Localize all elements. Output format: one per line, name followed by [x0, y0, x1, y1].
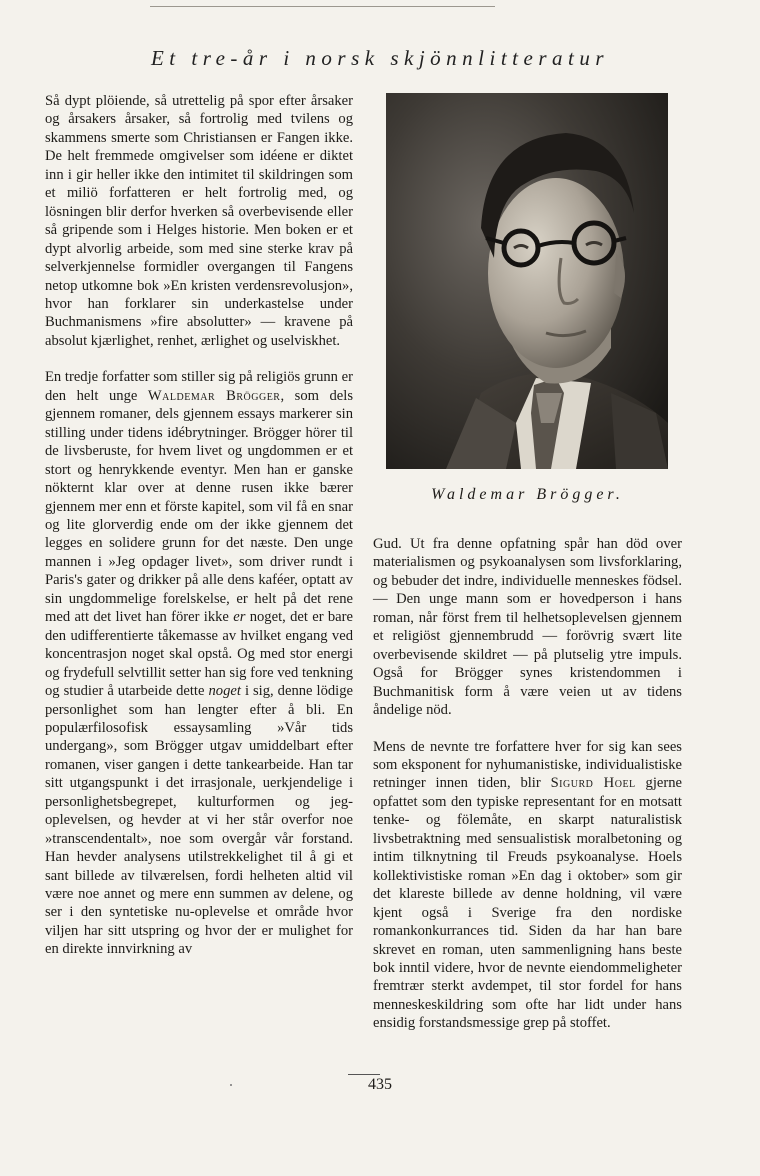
left-p2-middle: noget, det er bare den udifferentierte tåkemasse av hvilket engang ved koncentrasjon noget skal opstå. Og med stor energi og frydefull selvtillit setter han sig fore ved tenkning og studier å utarbeide dette	[45, 609, 354, 700]
left-p2-body: , som dels gjennem romaner, dels gjennem essays markerer sin stilling under tidens idébrytninger. Brögger hörer til de livsberuste, for hvem livet og ungdommen er et stort og henrykkende eventyr. Men han er ganske nökternt klar over at denne rusen ikke bærer gjennem mer enn et förste kapitel, som vil få en snar og lite glorverdig ende om der ikke gjennem det legges en solidere grunn for det næste. Den unge mannen i »Jeg opdager livet», som driver rundt i Paris's gater og drikker på alle dens kaféer, optatt av sin ungdommelige forelskelse, er helt på det rene med att det livet han förer ikke	[45, 387, 354, 626]
right-p2-intro: Mens de nevnte tre forfattere hver for sig kan sees som eksponent for nyhumanistiske, individualistiske retninger innen tiden, blir	[373, 738, 682, 792]
author-portrait-photo	[386, 93, 668, 469]
left-paragraph-2	[45, 368, 353, 959]
left-text-column	[45, 92, 353, 959]
left-paragraph-1: Så dypt plöiende, så utrettelig på spor efter årsaker og årsakers årsaker, så fortrolig med tvilens og skammens smerte som Christiansen er Fangen ikke. De helt fremmede omgivelser som idéene er diktet inn i gir heller ikke den intimitet til skildringen som et miliö forfatteren er helt fortrolig med, og lösningen blir derfor hverken så overbevisende eller så gripende som i Helges historie. Men boken er et dypt alvorlig arbeide, som med sine sterke krav på selverkjennelse formidler overgangen til Fangens netop utkomne bok »En kristen verdensrevolusjon», hvor han forklarer sin underkastelse under Buchmanismens »fire absolutter» — kravene på absolut kjærlighet, renhet, ærlighet og uselviskhet.	[45, 93, 353, 349]
right-paragraph-1: Gud. Ut fra denne opfatning spår han död over materialismen og psykoanalysen som livsforklaring, og bebuder det indre, individuelle menneskes födsel. — Den unge mann som er hovedperson i hans roman, når först frem til helhetsoplevelsen gjennem et religiöst gjennembrudd — forövrig svært lite overbevisende skildret — på plutselig ytre impuls. Også for Brögger synes kristendommen i Buchmanitisk form å være veien ut av tidens åndelige nöd.	[373, 536, 682, 719]
right-paragraph-2	[373, 738, 682, 1033]
portrait-illustration	[386, 93, 668, 469]
page-number: 435	[368, 1076, 392, 1093]
author-name-hoel: Sigurd Hoel	[550, 775, 636, 792]
photo-caption: Waldemar Brögger.	[431, 486, 624, 503]
author-name-brogger: Waldemar Brögger	[147, 387, 281, 404]
top-edge-rule	[150, 6, 495, 7]
right-p2-body: gjerne opfattet som den typiske representant for en motsatt tenke- og fölemåte, en skarpt naturalistisk livsbetraktning med sensualistisk moralbetoning og intim tilknytning til Freuds psykoanalyse. Hoels kollektivistiske roman »En dag i oktober» som gir det klareste billede av denne holdning, vil være kjent også i Sverige fra den nordiske romankonkurrances tid. Siden da har han bare skrevet en roman, uten sammenligning hans beste bok inntil videre, hvor de nevnte eiendommeligheter fremtrær sterkt avdempet, til stor fordel for hans menneskeskildring som ofte har lidt under hans ensidig forstandsmessige grep på stoffet.	[373, 775, 682, 1032]
left-p2-intro: En tredje forfatter som stiller sig på religiös grunn er den helt unge	[45, 369, 353, 404]
running-header: Et tre-år i norsk skjönnlitteratur	[150, 46, 610, 70]
right-text-column	[373, 535, 682, 1033]
left-p2-italic-noget: noget	[208, 683, 241, 700]
left-p2-end: i sig, denne lödige personlighet som han lengter efter å bli. En populærfilosofisk essaysamling »Vår tids undergang», som Brögger utgav umiddelbart efter romanen, viser gangen i dette tankearbeide. Han tar sitt utgangspunkt i det irrasjonale, uerkjendelige i personlighetsbegrepet, kulturformen og jeg-oplevelsen, og hevder at vi her står overfor noe »transcendentalt», noe som overgår vår forstand. Han hevder analysens utilstrekkelighet til å gi et sant billede av tilværelsen, fordi helheten altid vil være noe annet og mere enn summen av delene, og ser i den syntetiske nu-oplevelse et område hvor viljen har sitt utspring og hvor der er mulighet for en direkte innvirkning av	[45, 683, 354, 958]
left-p2-italic-er: er	[233, 609, 246, 626]
page-number-rule	[348, 1074, 380, 1075]
